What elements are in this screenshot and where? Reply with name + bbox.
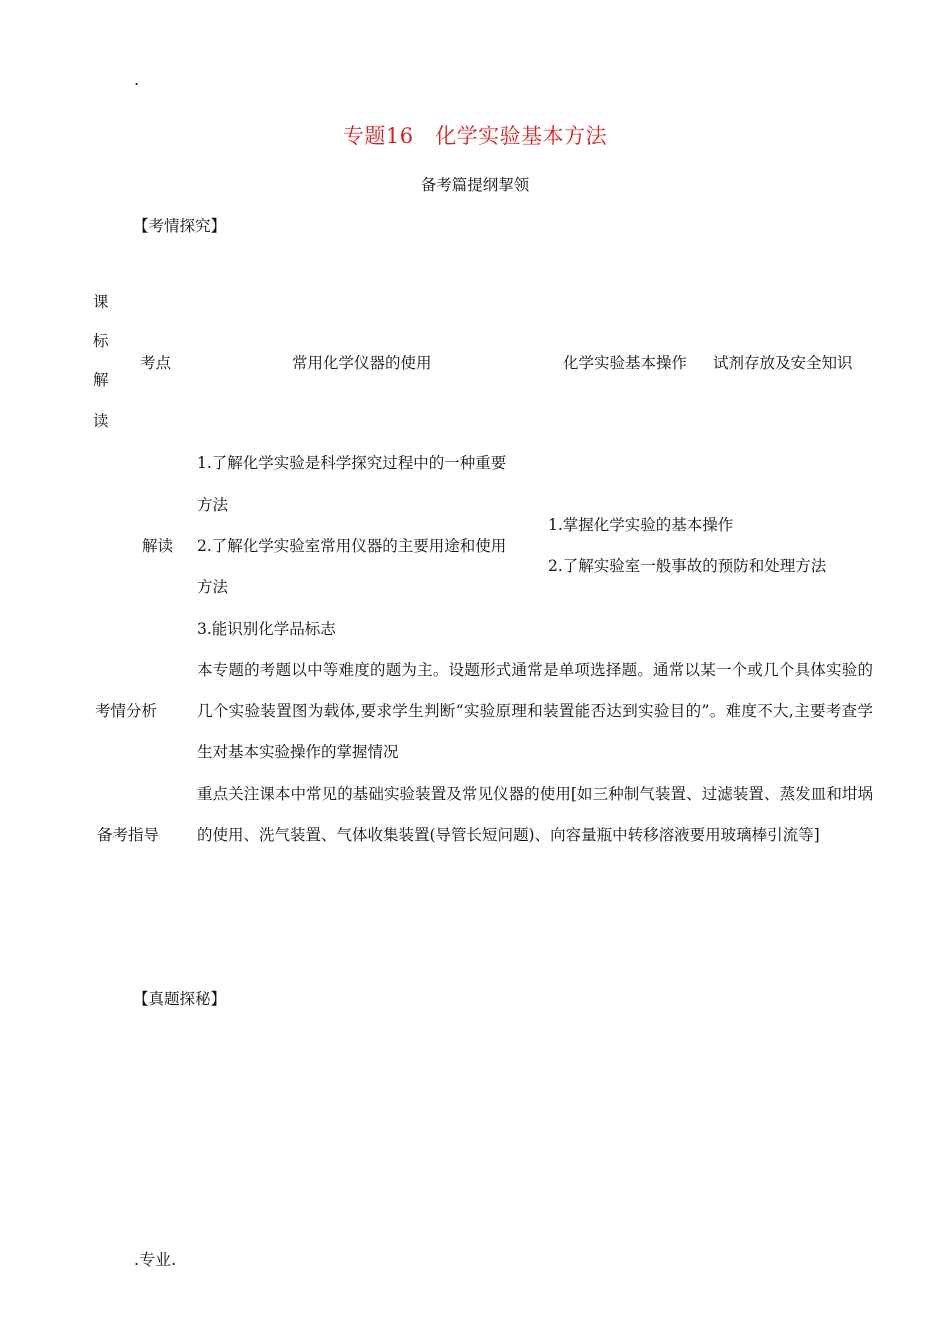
instrument-requirement-line: 2.了解化学实验室常用仪器的主要用途和使用 [197, 537, 507, 555]
guide-text: 重点关注课本中常见的基础实验装置及常见仪器的使用[如三种制气装置、过滤装置、蒸发皿和坩埚的使用、洗气装置、气体收集装置(导管长短问题)、向容量瓶中转移溶液要用玻璃棒引流等] [197, 785, 873, 844]
row-label-jiedu: 解读 [142, 537, 174, 555]
row-label-guide: 备考指导 [97, 826, 160, 844]
instrument-requirement-line: 3.能识别化学品标志 [197, 620, 336, 638]
instrument-requirement-line: 1.了解化学实验是科学探究过程中的一种重要 [197, 454, 507, 472]
instrument-requirement-line: 方法 [197, 496, 229, 514]
page-title: 专题16 化学实验基本方法 [342, 124, 608, 148]
page-footer: .专业. [134, 1250, 177, 1269]
vertical-label-char: 读 [93, 412, 109, 430]
analysis-text: 本专题的考题以中等难度的题为主。设题形式通常是单项选择题。通常以某一个或几个具体实验的几个实验装置图为载体,要求学生判断“实验原理和装置能否达到实验目的”。难度不大,主要考查学生对基本实验操作的掌握情况 [197, 661, 873, 761]
column-header-operations: 化学实验基本操作 [563, 354, 688, 372]
operation-requirement-line: 1.掌握化学实验的基本操作 [548, 516, 734, 534]
column-header-instruments: 常用化学仪器的使用 [292, 354, 432, 372]
instrument-requirement-line: 方法 [197, 578, 229, 596]
vertical-label-char: 解 [93, 371, 109, 389]
row-label-kaodian: 考点 [140, 354, 172, 372]
vertical-label-char: 课 [93, 293, 109, 311]
operation-requirement-line: 2.了解实验室一般事故的预防和处理方法 [548, 557, 827, 575]
section-heading-real: 【真题探秘】 [133, 990, 227, 1008]
column-header-safety: 试剂存放及安全知识 [713, 354, 853, 372]
vertical-label-char: 标 [93, 332, 109, 350]
top-mark: . [134, 70, 140, 89]
page-subtitle: 备考篇提纲挈领 [420, 176, 530, 194]
row-label-analysis: 考情分析 [95, 702, 158, 720]
section-heading-exam: 【考情探究】 [133, 217, 227, 235]
